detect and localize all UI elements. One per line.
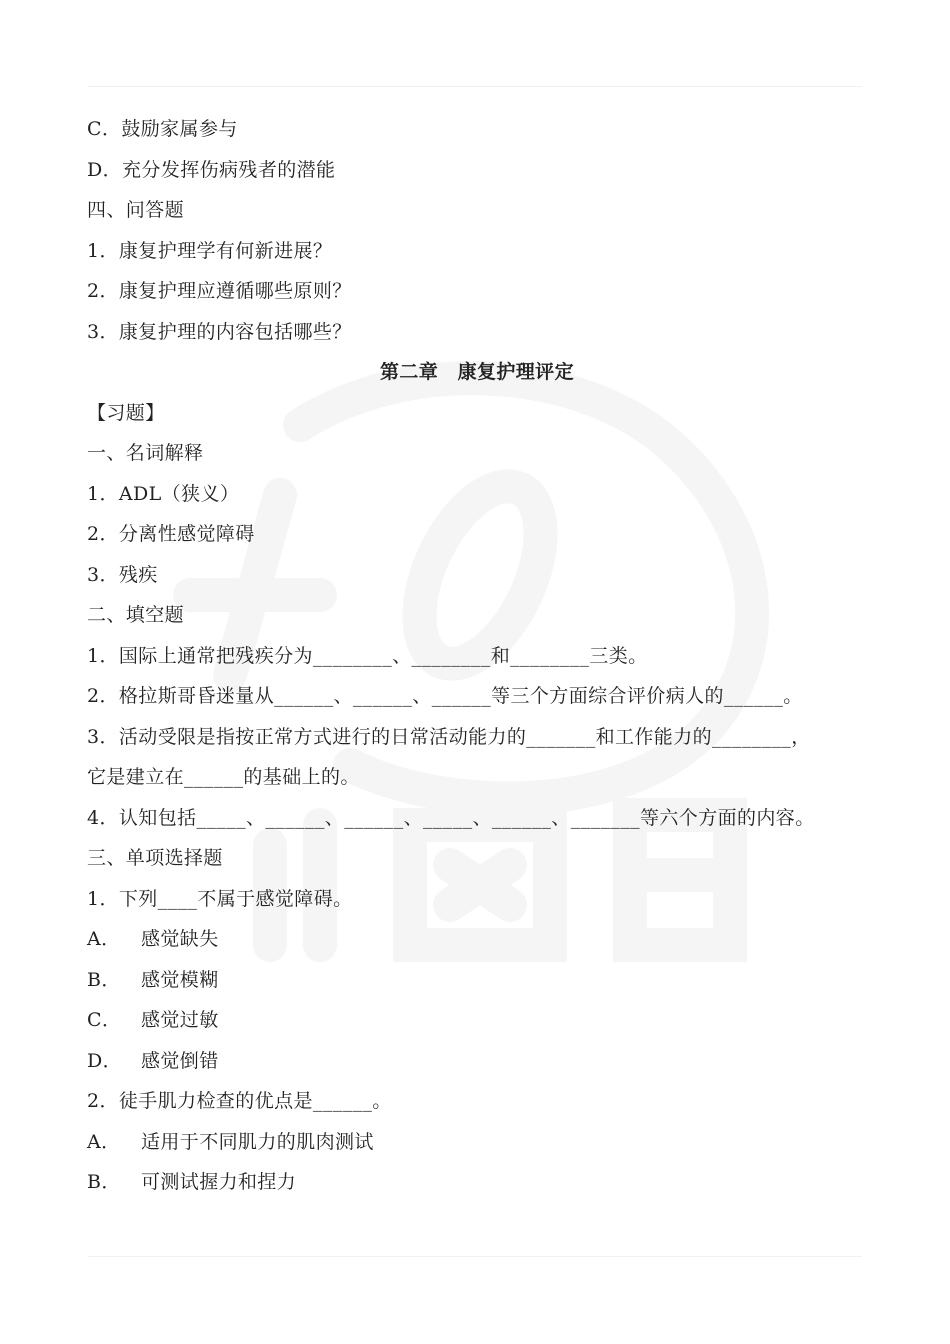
- option-d-line: D．充分发挥伤病残者的潜能: [87, 158, 336, 181]
- option-letter: B．: [87, 968, 121, 991]
- section-heading-qa: 四、问答题: [87, 199, 185, 221]
- option-text: 感觉倒错: [141, 1049, 219, 1072]
- question-line: 1．康复护理学有何新进展？: [87, 239, 333, 262]
- option-c-line: C．鼓励家属参与: [87, 118, 238, 140]
- choice-question-line: 2．徒手肌力检查的优点是______。: [87, 1090, 392, 1112]
- footer-rule: [88, 1256, 862, 1257]
- choice-option: [87, 1126, 867, 1167]
- option-text: 适用于不同肌力的肌肉测试: [141, 1130, 374, 1153]
- fill-question-line: 1．国际上通常把残疾分为________、________和________三类。: [87, 644, 648, 667]
- fill-question-line: 3．活动受限是指按正常方式进行的日常活动能力的_______和工作能力的________，: [87, 725, 811, 748]
- option-text: 感觉缺失: [141, 928, 219, 950]
- option-letter: C．: [87, 1009, 122, 1031]
- fill-question-line: 4．认知包括_____、______、______、_____、______、_______等六个方面的内容。: [87, 806, 815, 829]
- option-text: 感觉模糊: [141, 968, 219, 991]
- section-heading-terms: 一、名词解释: [87, 442, 204, 464]
- question-line: 2．康复护理应遵循哪些原则？: [87, 280, 352, 302]
- option-text: 可测试握力和捏力: [141, 1171, 297, 1193]
- option-text: 感觉过敏: [141, 1009, 219, 1031]
- choice-question-line: 1．下列____不属于感觉障碍。: [87, 887, 353, 910]
- option-letter: A．: [87, 1130, 121, 1153]
- choice-option: [87, 1004, 867, 1045]
- page-content: [87, 113, 867, 1207]
- term-line: 2．分离性感觉障碍: [87, 523, 255, 545]
- option-letter: B．: [87, 1171, 121, 1193]
- option-letter: A．: [87, 928, 121, 950]
- exercise-label: 【习题】: [87, 401, 165, 424]
- chapter-title: 第二章 康复护理评定: [379, 361, 574, 383]
- term-line: 3．残疾: [87, 563, 158, 586]
- header-rule: [88, 86, 862, 87]
- choice-option: [87, 964, 867, 1005]
- term-line: 1．ADL（狭义）: [87, 482, 240, 505]
- section-heading-fill: 二、填空题: [87, 604, 185, 626]
- fill-question-line: 2．格拉斯哥昏迷量从______、______、______等三个方面综合评价病人的______。: [87, 685, 803, 707]
- option-letter: D．: [87, 1049, 123, 1072]
- fill-question-line: 它是建立在______的基础上的。: [87, 766, 360, 788]
- choice-option: [87, 1045, 867, 1086]
- question-line: 3．康复护理的内容包括哪些？: [87, 320, 352, 343]
- choice-option: [87, 1166, 867, 1207]
- section-heading-choice: 三、单项选择题: [87, 847, 223, 869]
- choice-option: [87, 923, 867, 964]
